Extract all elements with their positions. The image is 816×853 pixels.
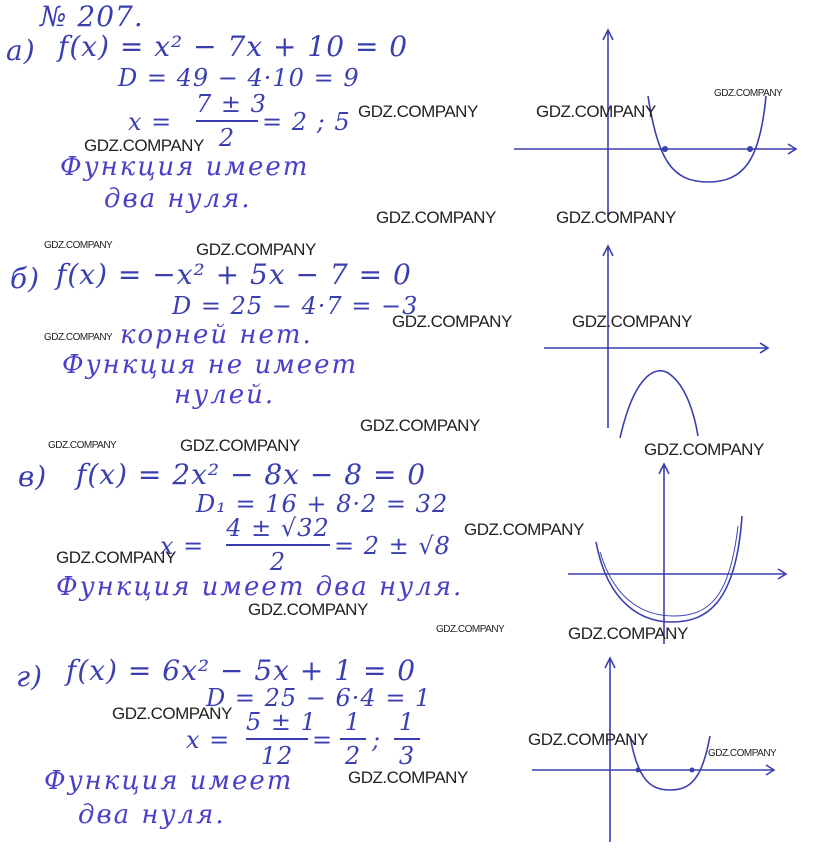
part-d-root-a [340,708,366,770]
watermark: GDZ.COMPANY [556,208,676,227]
part-d-frac-num: 5 ± 1 [246,708,317,736]
watermark: GDZ.COMPANY [358,102,478,121]
part-a-frac-den: 2 [218,124,236,152]
watermark: GDZ.COMPANY [44,332,113,343]
graph-b-parabola [620,371,698,438]
part-a-roots-prefix: x = [128,108,173,136]
part-d-root-a-den: 2 [344,742,362,770]
watermark: GDZ.COMPANY [196,240,316,259]
watermark: GDZ.COMPANY [360,416,480,435]
graph-a-parabola [648,96,766,182]
watermark: GDZ.COMPANY [112,704,232,723]
part-b-answer-1: корней нет. [120,320,313,350]
watermark: GDZ.COMPANY [714,88,783,99]
graph-c-parabola [596,516,742,622]
watermark: GDZ.COMPANY [436,624,505,635]
part-d-root-b-den: 3 [398,742,416,770]
part-d-answer-2: два нуля. [78,800,226,830]
part-c-answer-1: Функция имеет два нуля. [56,572,464,602]
part-c-equation: f(x) = 2x² − 8x − 8 = 0 [76,458,427,491]
part-c-discriminant: D₁ = 16 + 8·2 = 32 [196,490,449,518]
part-a-discriminant: D = 49 − 4·10 = 9 [118,64,360,92]
problem-number: № 207. [40,0,144,33]
graph-a-zero-2 [747,146,753,152]
part-d-root-a-num: 1 [344,708,362,736]
part-c-fraction [226,514,330,576]
part-a-fraction [196,90,267,152]
watermark: GDZ.COMPANY [44,240,113,251]
watermark: GDZ.COMPANY [56,548,176,567]
part-d-discriminant: D = 25 − 6·4 = 1 [206,684,432,712]
part-c-frac-num: 4 ± √32 [226,514,330,542]
part-b-answer-2: Функция не имеет [62,350,359,380]
part-b-equation: f(x) = −x² + 5x − 7 = 0 [56,258,412,291]
part-d-label: г) [16,660,44,693]
part-b-answer-3: нулей. [174,380,276,410]
part-a-answer-1: Функция имеет [60,152,310,182]
watermark: GDZ.COMPANY [572,312,692,331]
part-b-label: б) [10,262,41,295]
watermark: GDZ.COMPANY [84,136,204,155]
part-c-roots-suffix: = 2 ± √8 [334,532,451,560]
part-c-roots-prefix: x = [160,532,205,560]
part-a-roots-suffix: = 2 ; 5 [262,108,351,136]
part-c-label: в) [18,460,48,493]
watermark: GDZ.COMPANY [48,440,117,451]
part-d-equals: = [312,726,334,754]
graph-c [560,456,790,646]
part-d-frac-den: 12 [260,742,294,770]
watermark: GDZ.COMPANY [708,748,777,759]
graph-d-zero-1 [636,768,641,773]
graph-a-zero-1 [662,146,668,152]
graph-b [540,238,780,448]
watermark: GDZ.COMPANY [180,436,300,455]
graph-d-zero-2 [690,768,695,773]
part-d-roots-prefix: x = [186,726,231,754]
part-d-root-b [394,708,420,770]
part-c-frac-den: 2 [269,548,287,576]
part-b-discriminant: D = 25 − 4·7 = −3 [172,292,419,320]
part-a-equation: f(x) = x² − 7x + 10 = 0 [58,30,409,63]
watermark: GDZ.COMPANY [248,600,368,619]
part-a-answer-2: два нуля. [104,184,252,214]
watermark: GDZ.COMPANY [392,312,512,331]
watermark: GDZ.COMPANY [376,208,496,227]
part-a-label: а) [6,34,36,67]
watermark: GDZ.COMPANY [568,624,688,643]
watermark: GDZ.COMPANY [348,768,468,787]
watermark: GDZ.COMPANY [536,102,656,121]
part-d-equation: f(x) = 6x² − 5x + 1 = 0 [66,654,417,687]
part-d-fraction [246,708,317,770]
part-d-semicolon: ; [372,726,382,754]
part-a-frac-num: 7 ± 3 [196,90,267,118]
watermark: GDZ.COMPANY [464,520,584,539]
part-d-answer-1: Функция имеет [44,766,294,796]
watermark: GDZ.COMPANY [644,440,764,459]
watermark: GDZ.COMPANY [528,730,648,749]
part-d-root-b-num: 1 [398,708,416,736]
